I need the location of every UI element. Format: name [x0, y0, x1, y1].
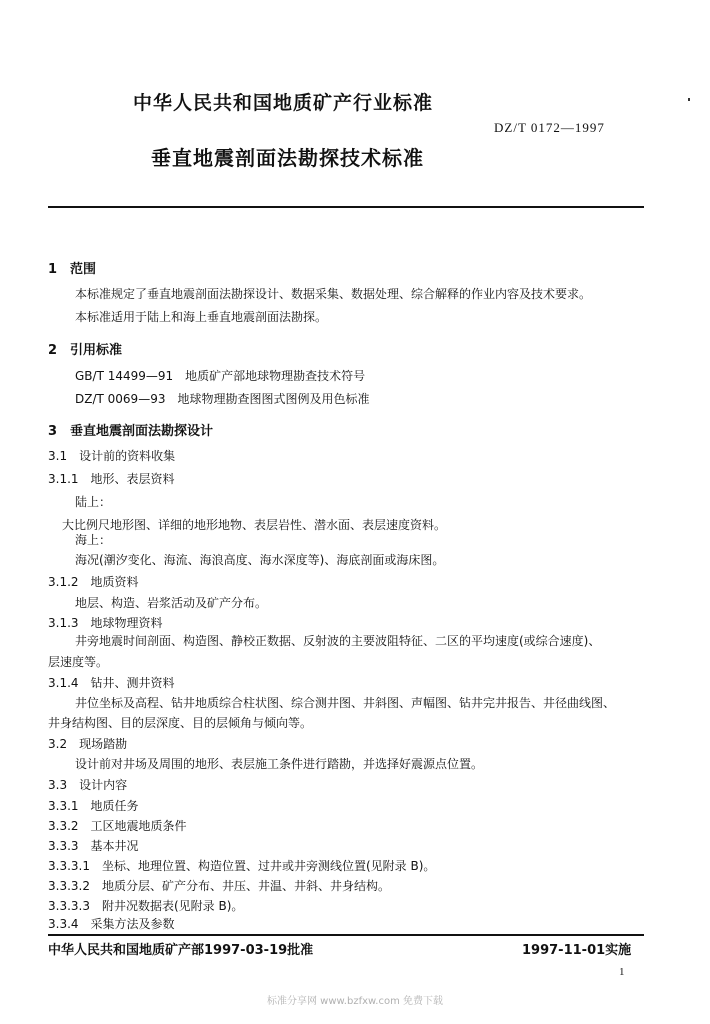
clause-3-2: 3.2 现场踏勘 — [48, 737, 128, 751]
clause-3-3-3-3: 3.3.3.3 附井况数据表(见附录 B)。 — [48, 899, 244, 913]
page-number: 1 — [619, 966, 625, 978]
clause-3-3: 3.3 设计内容 — [48, 778, 128, 792]
sea-text: 海况(潮汐变化、海流、海浪高度、海水深度等)、海底剖面或海床图。 — [75, 553, 445, 567]
clause-3-3-2: 3.3.2 工区地震地质条件 — [48, 819, 187, 833]
section-3-heading: 3 垂直地震剖面法勘探设计 — [48, 424, 214, 439]
land-text: 大比例尺地形图、详细的地形地物、表层岩性、潜水面、表层速度资料。 — [62, 518, 447, 532]
clause-3-1-2-text: 地层、构造、岩浆活动及矿产分布。 — [75, 596, 268, 610]
section-1-heading: 1 范围 — [48, 262, 97, 277]
clause-3-1-3-text-1: 井旁地震时间剖面、构造图、静校正数据、反射波的主要波阻特征、二区的平均速度(或综合速度)、 — [75, 634, 601, 648]
clause-3-1-3: 3.1.3 地球物理资料 — [48, 616, 163, 630]
land-label: 陆上： — [75, 495, 112, 509]
clause-3-1-1: 3.1.1 地形、表层资料 — [48, 472, 175, 486]
clause-3-1-2: 3.1.2 地质资料 — [48, 575, 139, 589]
title-divider — [48, 206, 644, 208]
section-2-heading: 2 引用标准 — [48, 343, 123, 358]
issuing-organization: 中华人民共和国地质矿产行业标准 — [133, 92, 434, 114]
watermark-text: 标准分享网 www.bzfxw.com 免费下载 — [267, 996, 443, 1007]
footer-divider — [48, 934, 644, 936]
page-title: 垂直地震剖面法勘探技术标准 — [151, 146, 424, 170]
reference-1: GB/T 14499—91 地质矿产部地球物理勘查技术符号 — [75, 369, 366, 383]
clause-3-1-4-text-2: 井身结构图、目的层深度、目的层倾角与倾向等。 — [48, 716, 313, 730]
sea-label: 海上： — [75, 533, 112, 547]
clause-3-3-4: 3.3.4 采集方法及参数 — [48, 917, 175, 931]
approval-line: 中华人民共和国地质矿产部1997-03-19批准 — [48, 943, 314, 958]
clause-3-3-3-2: 3.3.3.2 地质分层、矿产分布、井压、井温、井斜、井身结构。 — [48, 879, 390, 893]
clause-3-2-text: 设计前对井场及周围的地形、表层施工条件进行踏勘，并选择好震源点位置。 — [75, 757, 484, 771]
scan-mark — [688, 98, 690, 101]
clause-3-3-3-1: 3.3.3.1 坐标、地理位置、构造位置、过井或井旁测线位置(见附录 B)。 — [48, 859, 436, 873]
clause-3-3-3: 3.3.3 基本井况 — [48, 839, 139, 853]
standard-number: DZ/T 0172—1997 — [494, 120, 605, 135]
implementation-date: 1997-11-01实施 — [522, 943, 632, 958]
section-1-paragraph-2: 本标准适用于陆上和海上垂直地震剖面法勘探。 — [75, 310, 328, 324]
reference-2: DZ/T 0069—93 地球物理勘查图图式图例及用色标准 — [75, 392, 370, 406]
clause-3-1: 3.1 设计前的资料收集 — [48, 449, 176, 463]
clause-3-1-4-text-1: 井位坐标及高程、钻井地质综合柱状图、综合测井图、井斜图、声幅图、钻井完井报告、井径曲线图、 — [75, 696, 616, 710]
clause-3-3-1: 3.3.1 地质任务 — [48, 799, 139, 813]
clause-3-1-4: 3.1.4 钻井、测井资料 — [48, 676, 175, 690]
clause-3-1-3-text-2: 层速度等。 — [48, 655, 109, 669]
section-1-paragraph-1: 本标准规定了垂直地震剖面法勘探设计、数据采集、数据处理、综合解释的作业内容及技术要求。 — [75, 287, 592, 301]
